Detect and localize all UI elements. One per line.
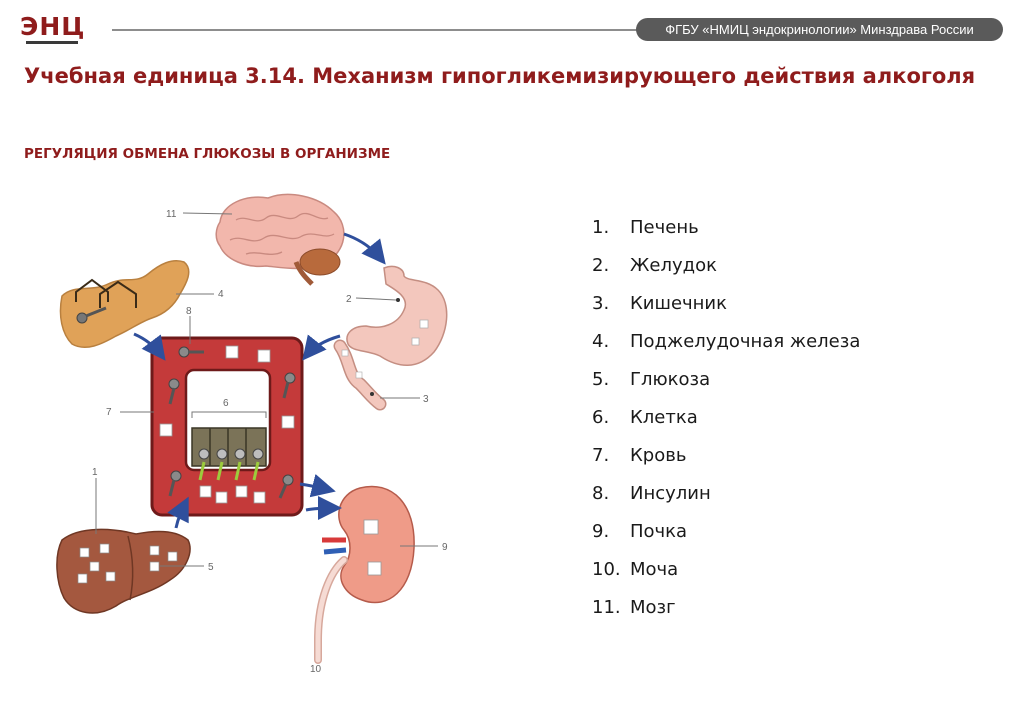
legend-item: [592, 209, 860, 247]
logo-underline: [26, 41, 78, 44]
pancreas-illustration: [60, 261, 188, 348]
legend-item: [592, 475, 860, 513]
label-7: 7: [106, 407, 112, 418]
legend-item: [592, 247, 860, 285]
legend-number: 5.: [592, 369, 610, 390]
legend-label: Кишечник: [630, 293, 727, 314]
legend-number: 8.: [592, 483, 610, 504]
page-title: Учебная единица 3.14. Механизм гипогликемизирующего действия алкоголя: [24, 64, 976, 88]
kidney-illustration: [318, 486, 414, 660]
blood-vessel-frame: [152, 338, 302, 515]
legend-number: 7.: [592, 445, 610, 466]
header-divider: [112, 29, 642, 31]
legend-label: Почка: [630, 521, 688, 542]
label-3: 3: [423, 394, 429, 405]
section-subtitle: РЕГУЛЯЦИЯ ОБМЕНА ГЛЮКОЗЫ В ОРГАНИЗМЕ: [24, 146, 391, 162]
legend-number: 11.: [592, 597, 621, 618]
brain-illustration: [216, 194, 344, 284]
legend-item: [592, 551, 860, 589]
organization-badge: ФГБУ «НМИЦ эндокринологии» Минздрава России: [636, 18, 1003, 41]
label-1: 1: [92, 467, 98, 478]
label-9: 9: [442, 542, 448, 553]
organ-legend: [592, 209, 860, 627]
legend-label: Клетка: [630, 407, 698, 428]
legend-number: 2.: [592, 255, 610, 276]
legend-label: Мозг: [630, 597, 676, 618]
glucose-regulation-diagram: [40, 190, 510, 690]
label-5: 5: [208, 562, 214, 573]
label-2-leader: [356, 298, 396, 300]
intestine-illustration: [340, 346, 380, 404]
legend-item: [592, 589, 860, 627]
legend-number: 3.: [592, 293, 610, 314]
label-4: 4: [218, 289, 224, 300]
label-8: 8: [186, 306, 192, 317]
liver-illustration: [57, 529, 190, 613]
stomach-illustration: [347, 266, 447, 365]
legend-label: Моча: [630, 559, 679, 580]
legend-item: [592, 437, 860, 475]
legend-number: 4.: [592, 331, 610, 352]
legend-item: [592, 285, 860, 323]
legend-label: Глюкоза: [630, 369, 711, 390]
legend-item: [592, 513, 860, 551]
legend-label: Желудок: [630, 255, 717, 276]
label-2: 2: [346, 294, 352, 305]
legend-number: 1.: [592, 217, 610, 238]
legend-label: Кровь: [630, 445, 687, 466]
legend-number: 9.: [592, 521, 610, 542]
label-11: 11: [166, 209, 177, 220]
legend-label: Печень: [630, 217, 699, 238]
legend-item: [592, 323, 860, 361]
legend-label: Инсулин: [630, 483, 711, 504]
legend-number: 10.: [592, 559, 621, 580]
legend-item: [592, 399, 860, 437]
label-10: 10: [310, 664, 322, 675]
legend-number: 6.: [592, 407, 610, 428]
label-6: 6: [223, 398, 229, 409]
legend-label: Поджелудочная железа: [630, 331, 861, 352]
legend-item: [592, 361, 860, 399]
logo-text: ЭНЦ: [20, 12, 86, 41]
logo: [20, 14, 90, 48]
